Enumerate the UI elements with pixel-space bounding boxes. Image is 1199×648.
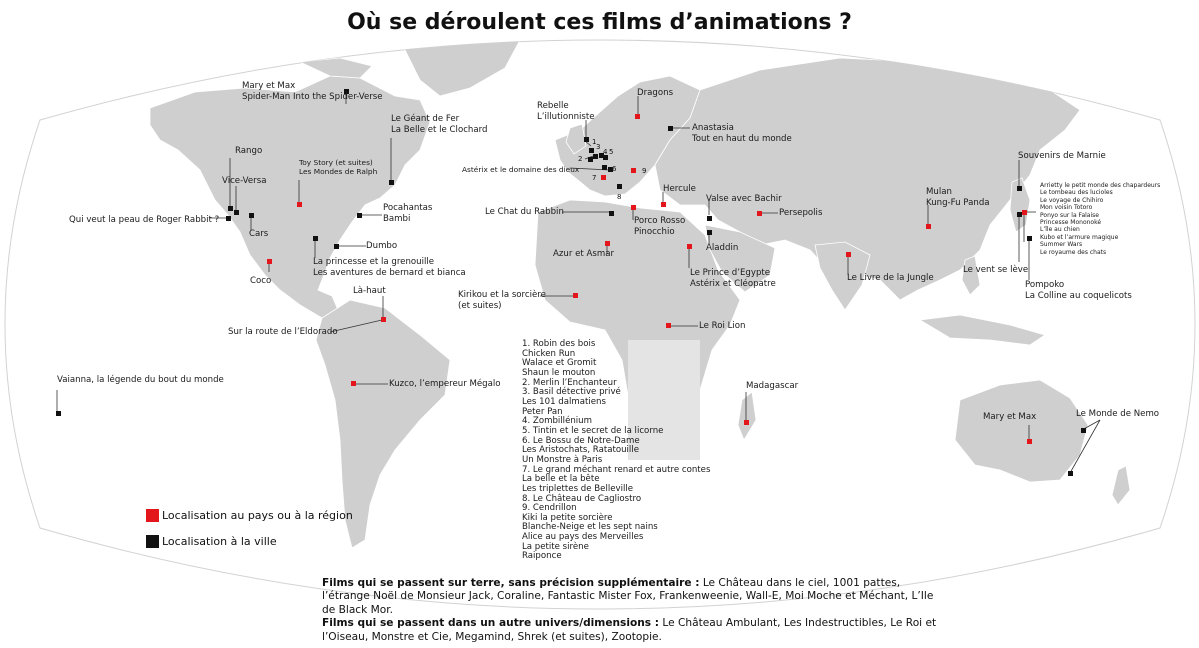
marker-geant <box>389 180 394 185</box>
europe-number-7: 7 <box>592 174 597 182</box>
label-asterix-dieux: Astérix et le domaine des dieux <box>462 165 580 174</box>
europe-number-2: 2 <box>578 155 583 163</box>
label-madagascar: Madagascar <box>746 381 799 391</box>
label-eldorado: Sur la route de l’Eldorado <box>228 327 338 337</box>
marker-europe-6 <box>602 165 607 170</box>
marker-lahaut <box>381 317 386 322</box>
marker-rango <box>228 206 233 211</box>
marker-princesse <box>313 236 318 241</box>
label-dumbo: Dumbo <box>366 241 398 251</box>
label-vent: Le vent se lève <box>963 265 1029 275</box>
label-hercule: Hercule <box>663 184 696 194</box>
marker-mary-max-usa <box>297 202 302 207</box>
label-prince-egypte: Le Prince d’Egypte Astérix et Cléopatre <box>690 268 776 289</box>
label-coco: Coco <box>250 276 272 286</box>
marker-vaianna <box>56 411 61 416</box>
marker-europe-2 <box>588 157 593 162</box>
label-aladdin: Aladdin <box>706 243 739 253</box>
europe-number-1: 1 <box>592 138 597 146</box>
label-roi-lion: Le Roi Lion <box>699 321 746 331</box>
europe-number-3: 3 <box>596 143 601 151</box>
legend-region-label: Localisation au pays ou à la région <box>162 509 353 522</box>
marker-japan-list <box>1022 210 1027 215</box>
marker-pocahontas <box>357 213 362 218</box>
label-roger: Qui veut la peau de Roger Rabbit ? <box>69 215 220 225</box>
europe-number-9: 9 <box>642 167 647 175</box>
label-cars: Cars <box>249 229 269 239</box>
marker-europe-1 <box>589 148 594 153</box>
marker-europe-9 <box>631 168 636 173</box>
label-livre-jungle: Le Livre de la Jungle <box>847 273 934 283</box>
marker-marnie <box>1017 186 1022 191</box>
label-porco: Porco Rosso Pinocchio <box>634 216 686 237</box>
label-pompoko: Pompoko La Colline au coquelicots <box>1025 280 1132 301</box>
footer-universe: Films qui se passent dans un autre univers/dimensions : Le Château Ambulant, Les Indestructibles, Le Roi et l’Oiseau, Monstre et Cie, Megamind, Shrek (et suites), Zootopie. <box>322 617 937 643</box>
footer-earth: Films qui se passent sur terre, sans précision supplémentaire : Le Château dans le ciel, 1001 pattes, l’étrange Noël de Monsieur Jack, Coraline, Fantastic Mister Fox, Frankenweenie, Wall-E, Moi Moche et Méchant, L’Ile de Black Mor. <box>322 577 934 616</box>
marker-livre-jungle <box>846 252 851 257</box>
footer-notes <box>322 577 942 644</box>
marker-dragons <box>635 114 640 119</box>
label-azur: Azur et Asmar <box>553 249 615 259</box>
label-mary-max-usa: Mary et Max Spider-Man Into the Spider-Verse <box>242 81 383 102</box>
label-kirikou: Kirikou et la sorcière (et suites) <box>458 290 546 311</box>
marker-chat-rabbin <box>609 211 614 216</box>
label-dragons: Dragons <box>637 88 674 98</box>
label-rebelle: Rebelle L’illutionniste <box>537 101 595 122</box>
legend-region <box>146 509 353 522</box>
marker-aladdin <box>707 230 712 235</box>
marker-roger <box>226 216 231 221</box>
marker-roi-lion <box>666 323 671 328</box>
label-toystory: Toy Story (et suites) Les Mondes de Ralph <box>299 158 378 176</box>
marker-vent <box>1017 212 1022 217</box>
label-anastasia: Anastasia Tout en haut du monde <box>692 123 792 144</box>
legend-city <box>146 535 277 548</box>
label-kuzco: Kuzco, l’empereur Mégalo <box>389 379 501 389</box>
europe-number-4: 4 <box>603 148 608 156</box>
marker-persepolis <box>757 211 762 216</box>
marker-europe-3 <box>593 154 598 159</box>
marker-cars <box>249 213 254 218</box>
label-vaianna: Vaianna, la légende du bout du monde <box>57 375 224 385</box>
label-valse: Valse avec Bachir <box>706 194 782 204</box>
legend-city-swatch <box>146 535 159 548</box>
europe-number-5: 5 <box>609 148 614 156</box>
europe-number-8: 8 <box>617 193 622 201</box>
marker-valse <box>707 216 712 221</box>
label-chat-rabbin: Le Chat du Rabbin <box>485 207 564 217</box>
marker-europe-8 <box>617 184 622 189</box>
marker-viceversa <box>234 210 239 215</box>
marker-hercule <box>661 202 666 207</box>
label-viceversa: Vice-Versa <box>222 176 267 186</box>
marker-prince-egypte <box>687 244 692 249</box>
label-geant: Le Géant de Fer La Belle et le Clochard <box>391 114 488 135</box>
marker-nemo-1 <box>1081 428 1086 433</box>
marker-anastasia <box>668 126 673 131</box>
page-title: Où se déroulent ces films d’animations ? <box>347 10 852 35</box>
marker-pompoko <box>1027 236 1032 241</box>
legend-region-swatch <box>146 509 159 522</box>
marker-azur <box>605 241 610 246</box>
marker-kuzco <box>351 381 356 386</box>
marker-madagascar <box>744 420 749 425</box>
label-persepolis: Persepolis <box>779 208 823 218</box>
marker-mary-max-aus <box>1027 439 1032 444</box>
marker-dumbo <box>334 244 339 249</box>
marker-nemo-2 <box>1068 471 1073 476</box>
label-japan-list: Arrietty le petit monde des chapardeurs Le tombeau des lucioles Le voyage de Chihiro Mon voisin Totoro Ponyo sur la Falaise Princesse Mononoké L’île au chien Kubo et l’armure magique Summer Wars Le royaume des chats <box>1040 182 1161 256</box>
label-lahaut: Là-haut <box>353 286 386 296</box>
marker-porco <box>631 205 636 210</box>
label-nemo: Le Monde de Nemo <box>1076 409 1160 419</box>
marker-mulan <box>926 224 931 229</box>
marker-kirikou <box>573 293 578 298</box>
label-mary-max-aus: Mary et Max <box>983 412 1037 422</box>
marker-rebelle <box>584 137 589 142</box>
marker-europe-7 <box>601 175 606 180</box>
europe-number-6: 6 <box>612 165 617 173</box>
legend-city-label: Localisation à la ville <box>162 535 277 548</box>
label-mulan: Mulan Kung-Fu Panda <box>926 187 990 208</box>
label-rango: Rango <box>235 146 263 156</box>
label-princesse: La princesse et la grenouille Les aventures de bernard et bianca <box>313 257 466 278</box>
numbered-film-list: 1. Robin des bois Chicken Run Walace et Gromit Shaun le mouton 2. Merlin l’Enchanteur 3. Basil détective privé Les 101 dalmatiens Peter Pan 4. Zombillénium 5. Tintin et le secret de la licorne 6. Le Bossu de Notre-Dame Les Aristochats, Ratatouille Un Monstre à Paris 7. Le grand méchant renard et autre contes La belle et la bête Les triplettes de Belleville 8. Le Château de Cagliostro 9. Cendrillon Kiki la petite sorcière Blanche-Neige et les sept nains Alice au pays des Merveilles La petite sirène Raiponce <box>522 339 711 562</box>
label-marnie: Souvenirs de Marnie <box>1018 151 1106 161</box>
label-pocahontas: Pocahantas Bambi <box>383 203 433 224</box>
marker-coco <box>267 259 272 264</box>
